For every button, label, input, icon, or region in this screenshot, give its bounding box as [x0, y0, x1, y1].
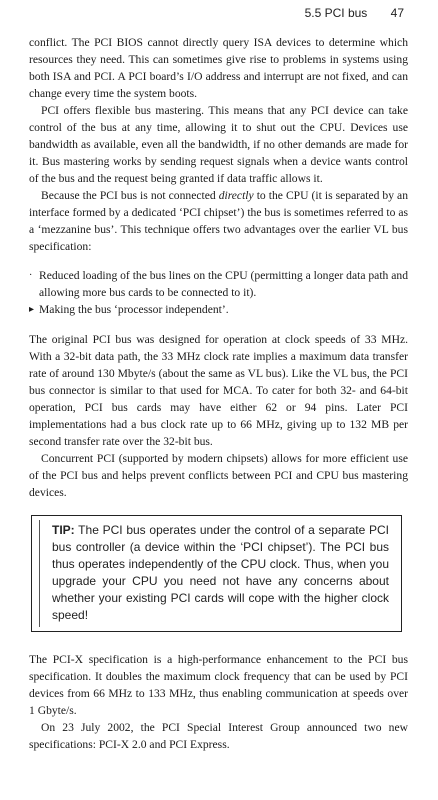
- body-text: [29, 34, 408, 753]
- paragraph-text: to the CPU (it is separated by an interface formed by a dedicated ‘PCI chipset’) the bus is sometimes referred to as a ‘mezzanine bus’. This technique offers two advantages over the earlier VL bus specification:: [29, 189, 408, 253]
- bullet-marker: ▸: [29, 304, 35, 315]
- page-number: 47: [390, 6, 404, 20]
- running-head: [305, 6, 404, 20]
- list-item-text: Making the bus ‘processor independent’.: [39, 303, 229, 316]
- paragraph: The PCI-X specification is a high-performance enhancement to the PCI bus specification. It doubles the maximum clock frequency that can be used by PCI devices from 66 MHz to 133 MHz, thus enabling communication at speeds over 1 Gbyte/s.: [29, 653, 408, 717]
- paragraph: PCI offers flexible bus mastering. This means that any PCI device can take control of the bus at any time, allowing it to shut out the CPU. Devices use bandwidth as available, even all the bandwidth, if no other demands are made for it. Bus mastering works by sending request signals when a device wants control of the bus and the request being granted if data traffic allows it.: [29, 104, 408, 185]
- list-item-text: Reduced loading of the bus lines on the CPU (permitting a longer data path and allowing more bus cards to be connected to it).: [39, 269, 408, 299]
- section-title: 5.5 PCI bus: [304, 6, 368, 20]
- paragraph: On 23 July 2002, the PCI Special Interest Group announced two new specifications: PCI-X 2.0 and PCI Express.: [29, 721, 408, 751]
- emphasis-text: directly: [218, 189, 254, 202]
- paragraph-text: Because the PCI bus is not connected: [41, 189, 219, 202]
- paragraph: conflict. The PCI BIOS cannot directly query ISA devices to determine which resources they need. This can sometimes give rise to problems in systems using both ISA and PCI. A PCI board’s I/O address and interrupt are not fixed, and can change every time the system boots.: [29, 36, 408, 100]
- list-item: [29, 267, 408, 301]
- paragraph: Concurrent PCI (supported by modern chipsets) allows for more efficient use of the PCI bus and helps prevent conflicts between PCI and CPU bus mastering devices.: [29, 452, 408, 499]
- tip-label: TIP:: [52, 523, 75, 537]
- paragraph: The original PCI bus was designed for operation at clock speeds of 33 MHz. With a 32-bit data path, the 33 MHz clock rate implies a maximum data transfer rate of around 130 Mbyte/s (about the same as VL bus). Like the VL bus, the PCI bus connector is similar to that used for MCA. To cater for both 32- and 64-bit operation, PCI bus cards may have either 62 or 94 pins. Later PCI implementations had a bus clock rate up to 66 MHz, giving up to 132 MB per second transfer rate over the 32-bit bus.: [29, 333, 408, 448]
- bullet-marker: ·: [29, 270, 33, 281]
- paragraph: [29, 187, 408, 255]
- bullet-list: [29, 267, 408, 318]
- tip-box: [31, 515, 402, 632]
- tip-text: The PCI bus operates under the control of a separate PCI bus controller (a device within the ‘PCI chipset’). The PCI bus thus operates independently of the CPU clock. Thus, when you upgrade your CPU you need not have any concerns about whether your existing PCI cards will cope with the higher clock speed!: [52, 523, 389, 622]
- list-item: [29, 301, 408, 318]
